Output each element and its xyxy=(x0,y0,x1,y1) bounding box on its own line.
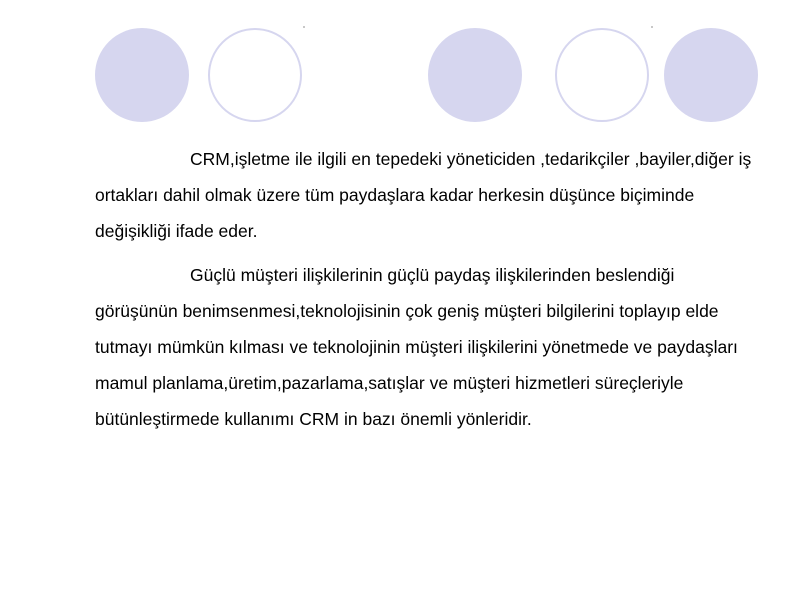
paragraph-crm-definition: CRM,işletme ile ilgili en tepedeki yöneticiden ,tedarikçiler ,bayiler,diğer iş ortakları dahil olmak üzere tüm paydaşlara kadar herkesin düşünce biçiminde değişikliği ifade eder. xyxy=(95,149,752,241)
decorative-circle-outlined-2 xyxy=(555,28,649,122)
decorative-circle-filled-3 xyxy=(664,28,758,122)
slide-body xyxy=(95,141,755,445)
decorative-circle-filled-2 xyxy=(428,28,522,122)
decorative-circle-filled-1 xyxy=(95,28,189,122)
paragraph-crm-aspects: Güçlü müşteri ilişkilerinin güçlü paydaş ilişkilerinden beslendiği görüşünün benimsenmesi,teknolojisinin çok geniş müşteri bilgilerini toplayıp elde tutmayı mümkün kılması ve teknolojinin müşteri ilişkilerini yönetmede ve paydaşları mamul planlama,üretim,pazarlama,satışlar ve müşteri hizmetleri süreçleriyle bütünleştirmede kullanımı CRM in bazı önemli yönleridir. xyxy=(95,265,738,429)
decorative-dot xyxy=(303,26,305,28)
decorative-circle-outlined-1 xyxy=(208,28,302,122)
decorative-dot xyxy=(651,26,653,28)
